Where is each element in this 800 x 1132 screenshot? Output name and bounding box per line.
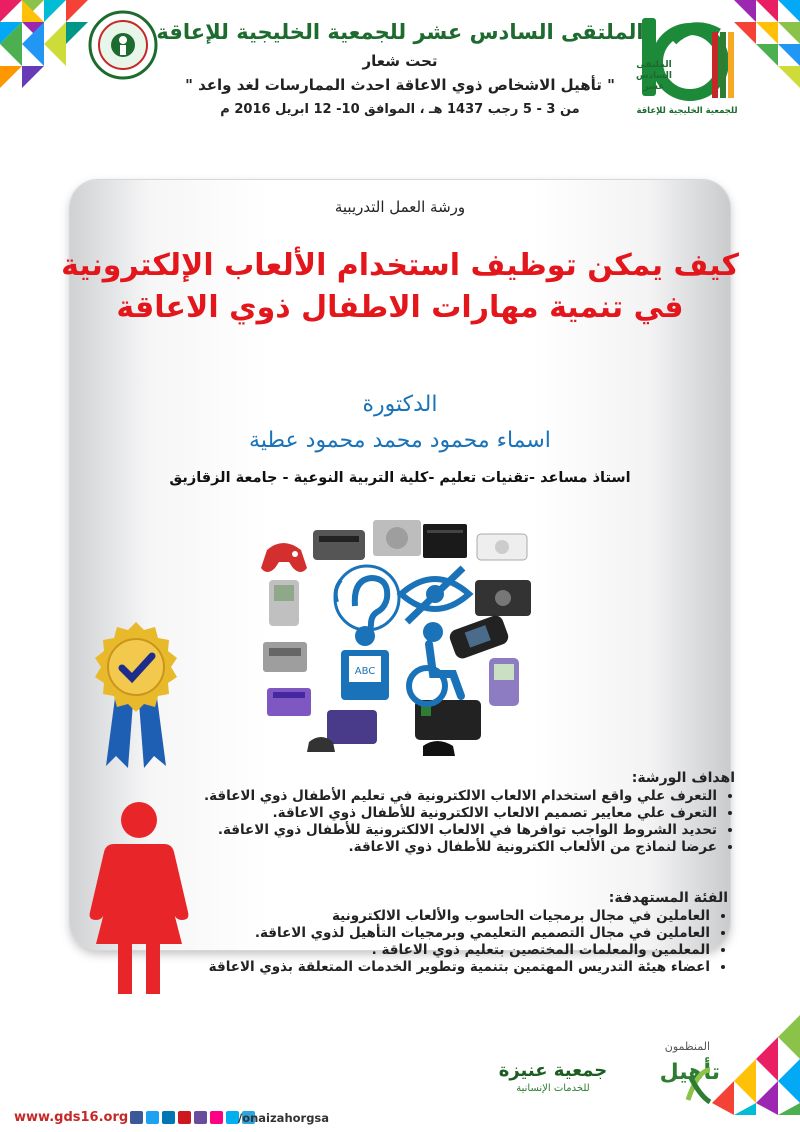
game-console-icon — [307, 710, 377, 752]
doctor-name: اسماء محمود محمد محمود عطية — [249, 428, 551, 453]
logo-text-line: السادس — [635, 71, 673, 81]
audience-list — [190, 908, 728, 976]
twitter-icon[interactable] — [146, 1111, 159, 1124]
audience-heading: الفئة المستهدفة: — [608, 890, 728, 906]
workshop-title-line2: في تنمية مهارات الاطفال ذوي الاعاقة — [116, 290, 684, 325]
logo-text-line: الملتقى — [636, 60, 672, 70]
game-controller-icon — [261, 543, 307, 572]
list-item: • تحديد الشروط الواجب توافرها في الالعاب الالكترونية للأطفال ذوي الاعاقة. — [190, 822, 717, 839]
organizers-label: المنظمون — [664, 1040, 710, 1053]
social-handle[interactable]: /onaizahorgsa — [238, 1111, 330, 1125]
logo-text-line: عشر — [643, 82, 665, 92]
linkedin-icon[interactable] — [162, 1111, 175, 1124]
org-onaizah-sub: للخدمات الإنسانية — [516, 1083, 590, 1094]
list-item: • المعلمين والمعلمات المختصين بتعليم ذوي الاعاقة . — [190, 942, 710, 959]
visually-impaired-icon — [401, 568, 469, 622]
list-item: • العاملين في مجال برمجيات الحاسوب والألعاب الالكترونية — [190, 908, 710, 925]
list-item: • اعضاء هيئة التدريس المهتمين بتنمية وتطوير الخدمات المتعلقة بذوي الاعاقة — [190, 959, 710, 976]
hearing-impaired-icon — [335, 566, 399, 632]
instagram-icon[interactable] — [194, 1111, 207, 1124]
game-console-icon — [415, 700, 481, 756]
consoles-illustration — [255, 510, 545, 770]
list-item: • التعرف علي معايير تصميم الالعاب الالكترونية للأطفال ذوي الاعاقة. — [190, 805, 717, 822]
female-figure-icon — [84, 800, 194, 1000]
handheld-console-icon — [489, 658, 519, 706]
website-link[interactable]: www.gds16.org — [14, 1110, 129, 1125]
game-console-icon — [313, 530, 365, 560]
workshop-label: ورشة العمل التدريبية — [334, 198, 466, 216]
objectives-section — [190, 770, 735, 856]
youtube-icon[interactable] — [178, 1111, 191, 1124]
workshop-title-line1: كيف يمكن توظيف استخدام الألعاب الإلكترونية — [61, 248, 739, 283]
event-dates: من 3 - 5 رجب 1437 هـ ، الموافق 10- 12 ابريل 2016 م — [220, 102, 580, 117]
list-item: • العاملين في مجال التصميم التعليمي وبرمجيات التأهيل لذوي الاعاقة. — [190, 925, 710, 942]
social-icons — [130, 1111, 255, 1124]
game-console-icon — [477, 534, 527, 560]
award-badge-icon — [88, 620, 184, 770]
list-item: • عرضا لنماذج من الألعاب الكترونية للأطفال ذوي الاعاقة. — [190, 839, 717, 856]
doctor-position: استاذ مساعد -تقنيات تعليم -كلية التربية النوعية - جامعة الزقازيق — [169, 470, 631, 486]
game-console-icon — [475, 580, 531, 616]
org-onaizah-logo — [488, 1060, 618, 1094]
org-onaizah-name: جمعية عنيزة — [498, 1060, 608, 1081]
handheld-console-icon — [448, 613, 511, 660]
facebook-icon[interactable] — [130, 1111, 143, 1124]
game-console-icon — [267, 688, 311, 716]
audience-section — [190, 890, 728, 976]
org-tahil-name: تأهيل — [659, 1060, 720, 1085]
abc-label: ABC — [354, 666, 376, 677]
game-console-icon — [263, 642, 307, 672]
objectives-heading: اهداف الورشة: — [631, 770, 735, 786]
objectives-list — [190, 788, 735, 856]
logo-caption: للجمعية الخليجية للإعاقة — [636, 106, 738, 116]
game-console-icon — [373, 520, 421, 556]
game-console-icon — [423, 524, 467, 558]
slogan: " تأهيل الاشخاص ذوي الاعاقة احدث الممارسات لغد واعد " — [185, 76, 615, 94]
reading-child-icon — [341, 626, 389, 700]
event-title: الملتقى السادس عشر للجمعية الخليجية للإعاقة — [156, 20, 644, 44]
tahil-emblem-icon — [684, 1066, 714, 1106]
list-item: • التعرف علي واقع استخدام الالعاب الالكترونية في تعليم الأطفال ذوي الاعاقة. — [190, 788, 717, 805]
slogan-intro: تحت شعار — [362, 52, 438, 70]
doctor-label: الدكتورة — [362, 392, 438, 417]
flickr-icon[interactable] — [210, 1111, 223, 1124]
handheld-console-icon — [269, 580, 299, 626]
